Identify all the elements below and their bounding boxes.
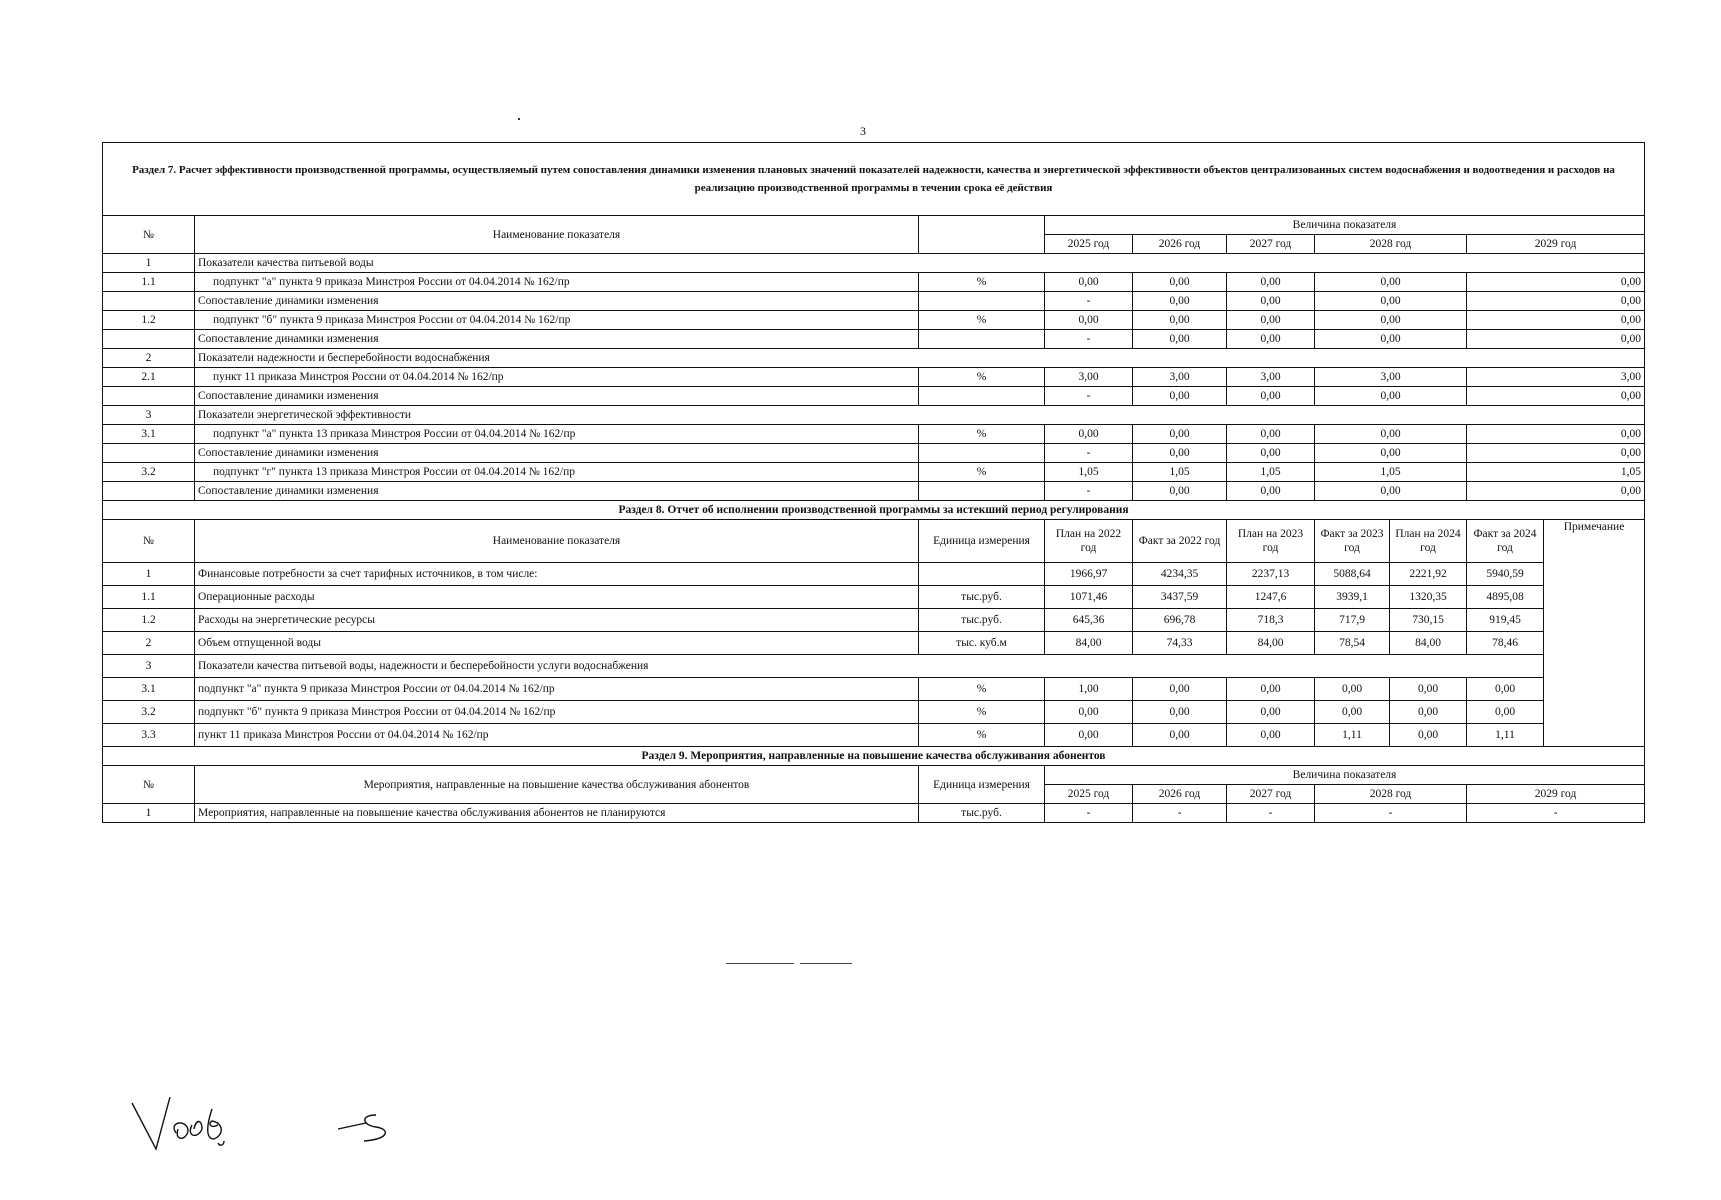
row-value: - [1045,804,1133,823]
col-header-year: 2028 год [1315,785,1467,804]
row-value: 0,00 [1467,292,1645,311]
row-value: 0,00 [1045,273,1133,292]
row-value: 84,00 [1045,632,1133,655]
row-value: 645,36 [1045,609,1133,632]
row-unit [919,292,1045,311]
row-value: 0,00 [1227,273,1315,292]
table-row [103,368,1645,387]
row-value: 1,00 [1045,678,1133,701]
row-value: - [1045,387,1133,406]
row-name: Операционные расходы [195,586,919,609]
row-unit [919,482,1045,501]
row-value: 1,05 [1227,463,1315,482]
col-header-period: Факт за 2023 год [1315,520,1390,563]
col-header-unit: Единица измерения [919,766,1045,804]
row-name: Сопоставление динамики изменения [195,292,919,311]
row-value: 1,11 [1467,724,1544,747]
row-value: - [1315,804,1467,823]
row-value: 1071,46 [1045,586,1133,609]
row-value: 0,00 [1467,444,1645,463]
row-value: 696,78 [1133,609,1227,632]
row-unit: тыс.руб. [919,586,1045,609]
row-unit [919,444,1045,463]
row-value: 0,00 [1467,273,1645,292]
row-value: 0,00 [1315,273,1467,292]
row-value: 0,00 [1315,330,1467,349]
row-value: 0,00 [1227,678,1315,701]
row-number [103,292,195,311]
col-header-period: План на 2022 год [1045,520,1133,563]
row-value: 1,11 [1315,724,1390,747]
row-value: 0,00 [1315,482,1467,501]
row-value: 0,00 [1315,678,1390,701]
col-header-name: Мероприятия, направленные на повышение качества обслуживания абонентов [195,766,919,804]
col-header-year: 2026 год [1133,235,1227,254]
row-value: 2237,13 [1227,563,1315,586]
table-row [103,655,1645,678]
row-group-name: Показатели качества питьевой воды, надежности и бесперебойности услуги водоснабжения [195,655,1544,678]
row-value: 1,05 [1133,463,1227,482]
table-row [103,273,1645,292]
row-number: 3.2 [103,701,195,724]
row-number: 3.2 [103,463,195,482]
row-name: подпункт "б" пункта 9 приказа Минстроя России от 04.04.2014 № 162/пр [195,701,919,724]
table-row [103,406,1645,425]
row-value: 1966,97 [1045,563,1133,586]
row-unit: % [919,368,1045,387]
col-header-period: План на 2024 год [1390,520,1467,563]
table-row [103,349,1645,368]
row-value: 0,00 [1467,701,1544,724]
row-name: пункт 11 приказа Минстроя России от 04.04.2014 № 162/пр [195,368,919,387]
row-value: 718,3 [1227,609,1315,632]
row-number: 1.2 [103,609,195,632]
row-value: 0,00 [1315,311,1467,330]
row-number [103,482,195,501]
col-header-year: 2026 год [1133,785,1227,804]
section7-title-row [103,143,1645,216]
table-row [103,804,1645,823]
row-value: 3,00 [1467,368,1645,387]
section8-title-row [103,501,1645,520]
row-number: 3.1 [103,425,195,444]
table-row [103,586,1645,609]
row-number [103,444,195,463]
row-value: 0,00 [1315,701,1390,724]
table-row [103,330,1645,349]
row-value: 0,00 [1467,330,1645,349]
row-unit: % [919,463,1045,482]
row-name: подпункт "а" пункта 9 приказа Минстроя России от 04.04.2014 № 162/пр [195,678,919,701]
row-value: 0,00 [1467,482,1645,501]
row-unit: % [919,701,1045,724]
section7-title: Раздел 7. Расчет эффективности производственной программы, осуществляемый путем сопоставления динамики изменения плановых значений показателей надежности, качества и энергетической эффективности объектов централизованных систем водоснабжения и водоотведения и расходов на реализацию производственной программы в течении срока её действия [103,143,1645,216]
row-number: 3.1 [103,678,195,701]
row-value: 0,00 [1315,387,1467,406]
col-header-note: Примечание [1544,520,1645,747]
table-row [103,632,1645,655]
row-value: 3939,1 [1315,586,1390,609]
col-header-year: 2025 год [1045,785,1133,804]
row-value: 0,00 [1045,701,1133,724]
section9-title-row [103,747,1645,766]
row-value: 0,00 [1390,678,1467,701]
row-value: 5940,59 [1467,563,1544,586]
row-value: - [1045,482,1133,501]
row-value: 0,00 [1227,724,1315,747]
col-header-unit [919,216,1045,254]
col-header-period: Факт за 2022 год [1133,520,1227,563]
row-group-name: Показатели качества питьевой воды [195,254,1645,273]
row-value: 0,00 [1227,387,1315,406]
row-number [103,387,195,406]
col-header-name: Наименование показателя [195,216,919,254]
footer-rule-right [800,963,852,964]
col-header-unit: Единица измерения [919,520,1045,563]
table-row [103,482,1645,501]
row-value: 0,00 [1227,701,1315,724]
row-unit: тыс.руб. [919,609,1045,632]
row-value: - [1133,804,1227,823]
row-value: 0,00 [1133,330,1227,349]
row-value: - [1045,444,1133,463]
row-value: 84,00 [1390,632,1467,655]
row-value: 0,00 [1467,387,1645,406]
row-number: 1.1 [103,273,195,292]
col-header-year: 2029 год [1467,785,1645,804]
row-number: 1 [103,563,195,586]
section7-header-row [103,216,1645,235]
row-value: 0,00 [1133,292,1227,311]
table-row [103,292,1645,311]
row-value: 0,00 [1045,425,1133,444]
row-value: 717,9 [1315,609,1390,632]
col-header-year: 2025 год [1045,235,1133,254]
row-value: 919,45 [1467,609,1544,632]
row-number: 1.2 [103,311,195,330]
table-row [103,563,1645,586]
row-unit: % [919,678,1045,701]
row-name: Сопоставление динамики изменения [195,387,919,406]
row-value: 4895,08 [1467,586,1544,609]
row-value: 3,00 [1045,368,1133,387]
row-value: 5088,64 [1315,563,1390,586]
row-value: 0,00 [1133,444,1227,463]
row-value: 0,00 [1467,311,1645,330]
row-value: - [1227,804,1315,823]
row-value: 730,15 [1390,609,1467,632]
row-value: 0,00 [1227,330,1315,349]
row-value: 3,00 [1227,368,1315,387]
table-row [103,609,1645,632]
row-value: 0,00 [1133,701,1227,724]
row-number: 2.1 [103,368,195,387]
row-unit [919,330,1045,349]
signature-stroke [174,1109,224,1145]
row-name: Сопоставление динамики изменения [195,482,919,501]
row-value: - [1045,330,1133,349]
row-group-name: Показатели надежности и бесперебойности водоснабжения [195,349,1645,368]
row-number: 3.3 [103,724,195,747]
row-number: 1 [103,254,195,273]
col-header-year: 2029 год [1467,235,1645,254]
row-name: подпункт "б" пункта 9 приказа Минстроя России от 04.04.2014 № 162/пр [195,311,919,330]
row-name: Сопоставление динамики изменения [195,444,919,463]
row-name: Финансовые потребности за счет тарифных источников, в том числе: [195,563,919,586]
section9-title: Раздел 9. Мероприятия, направленные на повышение качества обслуживания абонентов [103,747,1645,766]
section9-header-row [103,766,1645,785]
row-value: 74,33 [1133,632,1227,655]
row-name: Мероприятия, направленные на повышение качества обслуживания абонентов не планируются [195,804,919,823]
row-value: 2221,92 [1390,563,1467,586]
row-number: 2 [103,349,195,368]
col-header-num: № [103,216,195,254]
col-header-num: № [103,766,195,804]
row-value: 0,00 [1227,425,1315,444]
row-unit: % [919,311,1045,330]
row-value: 3,00 [1315,368,1467,387]
col-header-year: 2028 год [1315,235,1467,254]
row-value: 0,00 [1315,444,1467,463]
row-number [103,330,195,349]
row-value: 1320,35 [1390,586,1467,609]
table-row [103,678,1645,701]
row-value: 0,00 [1133,273,1227,292]
col-header-year: 2027 год [1227,235,1315,254]
row-name: подпункт "г" пункта 13 приказа Минстроя России от 04.04.2014 № 162/пр [195,463,919,482]
section8-header-row [103,520,1645,563]
col-header-period: План на 2023 год [1227,520,1315,563]
row-number: 1 [103,804,195,823]
row-unit: тыс. куб.м [919,632,1045,655]
row-value: 0,00 [1390,701,1467,724]
table-row [103,724,1645,747]
row-value: 0,00 [1227,444,1315,463]
row-value: 78,54 [1315,632,1390,655]
page-number: 3 [860,124,866,138]
stray-dot [518,118,520,120]
row-name: подпункт "а" пункта 9 приказа Минстроя России от 04.04.2014 № 162/пр [195,273,919,292]
row-value: 0,00 [1390,724,1467,747]
signature-stroke [132,1097,170,1149]
table-row [103,254,1645,273]
row-value: 0,00 [1227,292,1315,311]
row-value: - [1045,292,1133,311]
row-value: 0,00 [1133,482,1227,501]
table-row [103,387,1645,406]
row-unit [919,563,1045,586]
table-body [103,143,1645,823]
col-header-year: 2027 год [1227,785,1315,804]
row-value: 1,05 [1045,463,1133,482]
row-name: пункт 11 приказа Минстроя России от 04.04.2014 № 162/пр [195,724,919,747]
row-name: подпункт "а" пункта 13 приказа Минстроя России от 04.04.2014 № 162/пр [195,425,919,444]
row-value: 1,05 [1315,463,1467,482]
row-number: 3 [103,655,195,678]
footer-rule-left [726,963,794,964]
row-value: 84,00 [1227,632,1315,655]
row-number: 3 [103,406,195,425]
row-unit: % [919,724,1045,747]
row-name: Объем отпущенной воды [195,632,919,655]
table-row [103,444,1645,463]
table-row [103,425,1645,444]
row-value: 4234,35 [1133,563,1227,586]
row-value: 0,00 [1133,311,1227,330]
row-value: 0,00 [1315,425,1467,444]
table-row [103,463,1645,482]
row-unit: % [919,425,1045,444]
row-number: 2 [103,632,195,655]
row-unit: % [919,273,1045,292]
section8-title: Раздел 8. Отчет об исполнении производственной программы за истекший период регулирования [103,501,1645,520]
row-value: 0,00 [1133,724,1227,747]
handwritten-signatures [128,1095,428,1155]
row-value: 3,00 [1133,368,1227,387]
row-value: 1247,6 [1227,586,1315,609]
row-value: 0,00 [1045,311,1133,330]
col-header-num: № [103,520,195,563]
row-value: 1,05 [1467,463,1645,482]
row-value: 0,00 [1045,724,1133,747]
row-group-name: Показатели энергетической эффективности [195,406,1645,425]
row-value: 0,00 [1467,425,1645,444]
col-header-value: Величина показателя [1045,216,1645,235]
row-value: 0,00 [1227,311,1315,330]
row-unit: тыс.руб. [919,804,1045,823]
table-row [103,311,1645,330]
table-row [103,701,1645,724]
col-header-value: Величина показателя [1045,766,1645,785]
row-value: - [1467,804,1645,823]
row-value: 0,00 [1133,387,1227,406]
report-table [102,142,1645,823]
row-number: 1.1 [103,586,195,609]
col-header-name: Наименование показателя [195,520,919,563]
row-value: 0,00 [1133,678,1227,701]
row-value: 0,00 [1133,425,1227,444]
row-value: 0,00 [1227,482,1315,501]
row-value: 0,00 [1315,292,1467,311]
row-name: Расходы на энергетические ресурсы [195,609,919,632]
col-header-period: Факт за 2024 год [1467,520,1544,563]
row-value: 0,00 [1467,678,1544,701]
signature-stroke [338,1115,385,1141]
row-value: 3437,59 [1133,586,1227,609]
row-value: 78,46 [1467,632,1544,655]
row-unit [919,387,1045,406]
row-name: Сопоставление динамики изменения [195,330,919,349]
